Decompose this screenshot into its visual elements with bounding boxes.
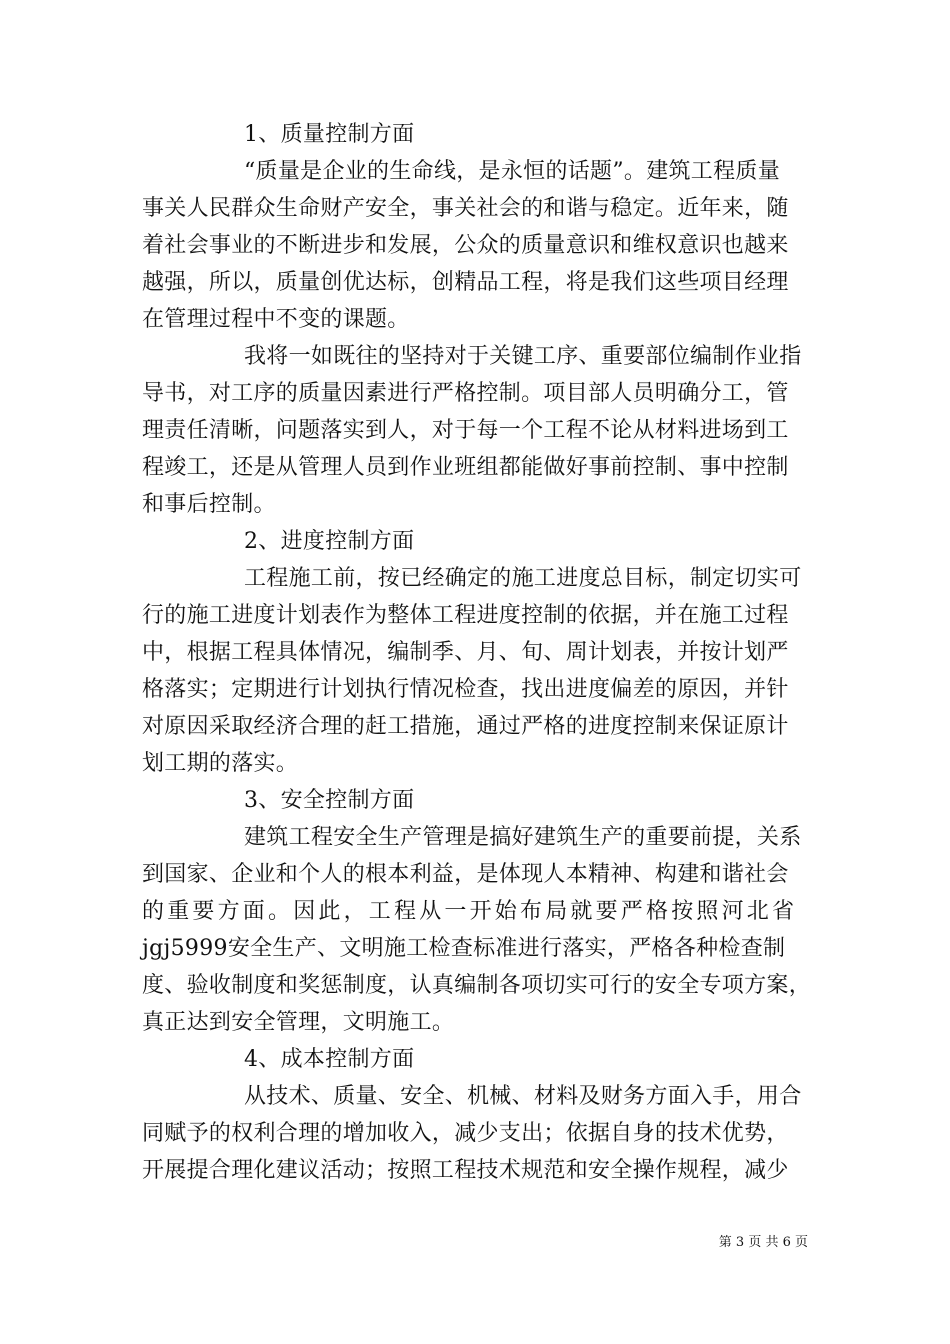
- section-heading: 3、安全控制方面: [244, 788, 415, 813]
- paragraph-line: “质量是企业的生命线，是永恒的话题”。建筑工程质量: [244, 159, 780, 184]
- section-heading: 1、质量控制方面: [244, 122, 415, 147]
- paragraph-line: 度、验收制度和奖惩制度，认真编制各项切实可行的安全专项方案，: [142, 973, 812, 998]
- paragraph-line: 到国家、企业和个人的根本利益，是体现人本精神、构建和谐社会: [142, 862, 789, 887]
- paragraph-line: jgj5999安全生产、文明施工检查标准进行落实，严格各种检查制: [142, 936, 786, 961]
- paragraph-line: 开展提合理化建议活动；按照工程技术规范和安全操作规程，减少: [142, 1158, 789, 1183]
- paragraph-line: 真正达到安全管理，文明施工。: [142, 1010, 455, 1035]
- paragraph-line: 中，根据工程具体情况，编制季、月、旬、周计划表，并按计划严: [142, 640, 789, 665]
- section-heading: 2、进度控制方面: [244, 529, 415, 554]
- paragraph-line: 建筑工程安全生产管理是搞好建筑生产的重要前提，关系: [244, 825, 802, 850]
- paragraph-line: 行的施工进度计划表作为整体工程进度控制的依据，并在施工过程: [142, 603, 789, 628]
- paragraph-line: 理责任清晰，问题落实到人，对于每一个工程不论从材料进场到工: [142, 418, 789, 443]
- paragraph-line: 在管理过程中不变的课题。: [142, 307, 410, 332]
- paragraph-line: 程竣工，还是从管理人员到作业班组都能做好事前控制、事中控制: [142, 455, 789, 480]
- paragraph-line: 工程施工前，按已经确定的施工进度总目标，制定切实可: [244, 566, 802, 591]
- paragraph-line: 导书，对工序的质量因素进行严格控制。项目部人员明确分工，管: [142, 381, 789, 406]
- paragraph-line: 格落实；定期进行计划执行情况检查，找出进度偏差的原因，并针: [142, 677, 789, 702]
- section-heading: 4、成本控制方面: [244, 1047, 415, 1072]
- paragraph-line: 的重要方面。因此，工程从一开始布局就要严格按照河北省: [142, 899, 798, 924]
- page-number-footer: 第 3 页 共 6 页: [718, 1235, 808, 1250]
- paragraph-line: 同赋予的权利合理的增加收入，减少支出；依据自身的技术优势，: [142, 1121, 789, 1146]
- paragraph-line: 对原因采取经济合理的赶工措施，通过严格的进度控制来保证原计: [142, 714, 789, 739]
- paragraph-line: 越强，所以，质量创优达标，创精品工程，将是我们这些项目经理: [142, 270, 789, 295]
- paragraph-line: 从技术、质量、安全、机械、材料及财务方面入手，用合: [244, 1084, 802, 1109]
- paragraph-line: 着社会事业的不断进步和发展，公众的质量意识和维权意识也越来: [142, 233, 789, 258]
- paragraph-line: 划工期的落实。: [142, 751, 299, 776]
- paragraph-line: 我将一如既往的坚持对于关键工序、重要部位编制作业指: [244, 344, 802, 369]
- paragraph-line: 事关人民群众生命财产安全，事关社会的和谐与稳定。近年来，随: [142, 196, 789, 221]
- paragraph-line: 和事后控制。: [142, 492, 276, 517]
